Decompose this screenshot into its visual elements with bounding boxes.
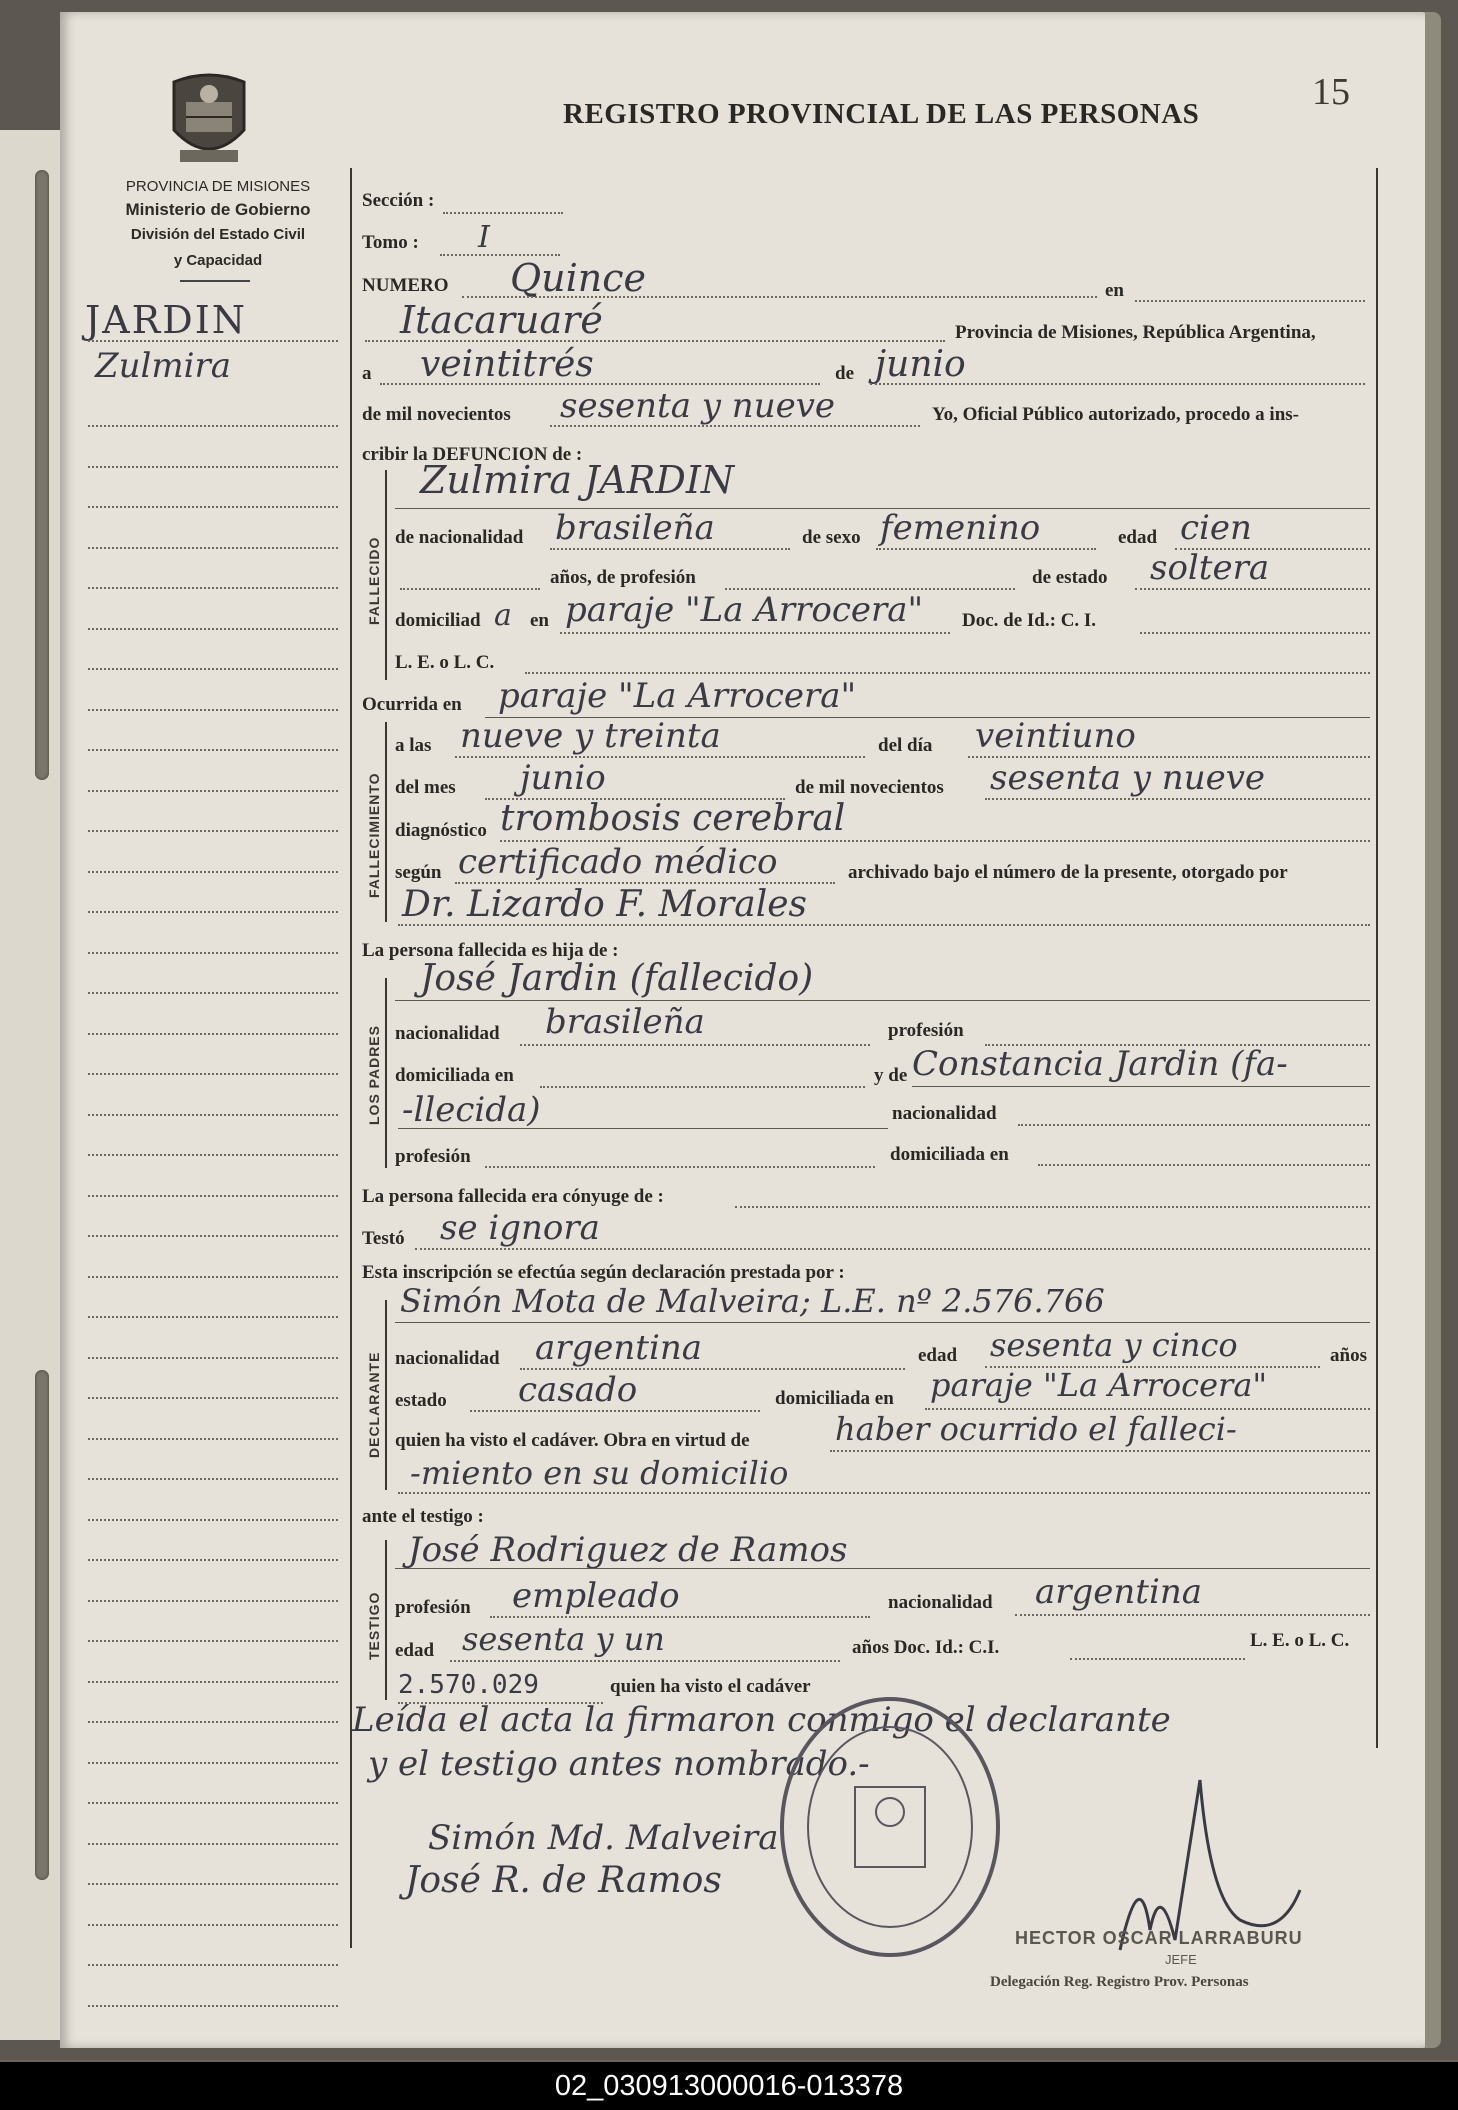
margin-ruled-line [88, 1559, 338, 1561]
father-nationality-line [520, 1044, 870, 1046]
doc-id-label: Doc. de Id.: C. I. [962, 610, 1097, 631]
father-line [395, 1000, 1370, 1001]
reason-line2-rule [398, 1492, 1370, 1494]
declarante-domicilio-label: domiciliada en [775, 1388, 894, 1409]
binding-stitch-top [35, 170, 49, 780]
margin-ruled-line [88, 790, 338, 792]
issuer-line4: y Capacidad [173, 252, 263, 269]
deceased-name: Zulmira JARDIN [420, 458, 735, 502]
cribir-label: cribir la DEFUNCION de : [362, 444, 583, 465]
declarant-line [395, 1322, 1370, 1323]
margin-ruled-line [88, 547, 338, 549]
declarante-estado-label: estado [395, 1390, 447, 1411]
numero-label: NUMERO [362, 275, 449, 296]
margin-rule [350, 168, 352, 1948]
page-edge [1425, 12, 1441, 2048]
margin-ruled-line [88, 1883, 338, 1885]
mother-name-cont: -llecida) [402, 1090, 541, 1130]
margin-ruled-line [88, 1802, 338, 1804]
sexo-label: de sexo [802, 527, 861, 548]
domiciliad-suffix: a [494, 598, 512, 633]
age-value: cien [1180, 508, 1252, 548]
residence-value: paraje "La Arrocera" [565, 590, 924, 630]
witness-age-value: sesenta y un [462, 1620, 665, 1658]
margin-given-name: Zulmira [95, 346, 232, 386]
register-title: REGISTRO PROVINCIAL DE LAS PERSONAS [563, 98, 1200, 130]
margin-ruled-line [88, 1964, 338, 1966]
margin-ruled-line [88, 668, 338, 670]
madre-profesion-label: profesión [395, 1146, 471, 1167]
doctor-value: Dr. Lizardo F. Morales [402, 884, 807, 925]
margin-ruled-line [88, 709, 338, 711]
margin-ruled-line [88, 1438, 338, 1440]
hour-line [455, 756, 865, 758]
de-mil-label: de mil novecientos [362, 404, 511, 425]
segun-label: según [395, 862, 442, 883]
death-day-value: veintiuno [975, 716, 1136, 756]
official-name: HECTOR OSCAR LARRABURU [1015, 1928, 1303, 1948]
witness-profession-line [490, 1616, 870, 1618]
madre-nacionalidad-label: nacionalidad [892, 1103, 997, 1124]
mother-cont-line [398, 1128, 888, 1129]
margin-ruled-line [88, 749, 338, 751]
margin-ruled-line [88, 1478, 338, 1480]
declarant-status-line [470, 1410, 760, 1412]
y-de-label: y de [874, 1065, 908, 1086]
father-name: José Jardin (fallecido) [420, 958, 814, 999]
fallecido-tab: FALLECIDO [366, 536, 382, 625]
issuer-line1: PROVINCIA DE MISIONES [125, 178, 311, 195]
declarant-name: Simón Mota de Malveira; L.E. nº 2.576.766 [400, 1282, 1105, 1320]
padres-tab: LOS PADRES [366, 1025, 382, 1125]
year-value: sesenta y nueve [560, 386, 836, 426]
declarante-rule [385, 1300, 387, 1490]
closing-line2: y el testigo antes nombrado.- [368, 1744, 870, 1784]
closing-line1: Leída el acta la firmaron conmigo el declarante [352, 1700, 1171, 1740]
yo-oficial-label: Yo, Oficial Público autorizado, procedo a ins- [932, 404, 1299, 425]
witness-signature: José R. de Ramos [405, 1860, 722, 1901]
spouse-line [735, 1206, 1370, 1208]
margin-ruled-line [88, 1195, 338, 1197]
fallecimiento-rule [385, 722, 387, 922]
declarant-age-value: sesenta y cinco [990, 1326, 1238, 1364]
declarante-tab: DECLARANTE [366, 1351, 382, 1458]
diagnostico-label: diagnóstico [395, 820, 487, 841]
fallecimiento-tab: FALLECIMIENTO [366, 772, 382, 898]
doc-id-line [1140, 632, 1370, 634]
margin-ruled-line [88, 1843, 338, 1845]
witness-name: José Rodriguez de Ramos [408, 1530, 848, 1570]
occurred-place-value: paraje "La Arrocera" [498, 676, 857, 716]
quien-visto-label: quien ha visto el cadáver. Obra en virtud de [395, 1430, 750, 1451]
death-month-value: junio [520, 758, 606, 798]
witness-doc-line [1070, 1658, 1245, 1660]
en-line [1135, 300, 1365, 302]
le-lc-label: L. E. o L. C. [395, 652, 495, 673]
madre-domicilio-label: domiciliada en [890, 1144, 1009, 1165]
nationality-value: brasileña [555, 508, 715, 548]
sex-line [876, 548, 1096, 550]
day-value: veintitrés [420, 344, 594, 385]
anos-doc-label: años Doc. Id.: C.I. [852, 1637, 1000, 1658]
de-label: de [835, 363, 854, 384]
nacionalidad-label: de nacionalidad [395, 527, 524, 548]
margin-ruled-line [88, 1397, 338, 1399]
archivado-label: archivado bajo el número de la presente, otorgado por [848, 862, 1288, 883]
witness-nationality-line [1015, 1614, 1370, 1616]
official-role: JEFE [1165, 1952, 1197, 1967]
numero-value: Quince [510, 256, 647, 300]
margin-ruled-line [88, 425, 338, 427]
margin-ruled-line [88, 1154, 338, 1156]
previous-page-edge [0, 130, 61, 2040]
mother-name: Constancia Jardin (fa- [912, 1044, 1288, 1084]
margin-ruled-line [88, 1762, 338, 1764]
seccion-label: Sección : [362, 190, 435, 211]
hour-value: nueve y treinta [460, 716, 721, 756]
margin-ruled-line [88, 1073, 338, 1075]
margin-ruled-line [88, 628, 338, 630]
declarant-domicile-value: paraje "La Arrocera" [930, 1366, 1268, 1404]
mother-domicile-line [1038, 1164, 1370, 1166]
padre-domicilio-label: domiciliada en [395, 1065, 514, 1086]
declarante-nacionalidad-label: nacionalidad [395, 1348, 500, 1369]
witness-line [395, 1568, 1370, 1569]
margin-ruled-line [88, 466, 338, 468]
fallecido-rule [385, 470, 387, 680]
seccion-line [443, 212, 563, 214]
will-line [415, 1248, 1370, 1250]
testo-label: Testó [362, 1228, 405, 1249]
del-dia-label: del día [878, 735, 933, 756]
province-emblem-icon [166, 72, 252, 168]
margin-ruled-line [88, 1033, 338, 1035]
testigo-rule [385, 1540, 387, 1700]
reason-line1-rule [830, 1450, 1370, 1452]
place-line [365, 340, 945, 342]
issuer-line3: División del Estado Civil [130, 226, 306, 243]
month-line [870, 383, 1365, 385]
margin-ruled-line [88, 1924, 338, 1926]
ante-testigo-label: ante el testigo : [362, 1506, 484, 1527]
death-year-value: sesenta y nueve [990, 758, 1266, 798]
archive-id-footer: 02_030913000016-013378 [0, 2062, 1458, 2110]
margin-ruled-line [88, 992, 338, 994]
issuer-divider [180, 280, 250, 282]
witness-profession-value: empleado [512, 1576, 680, 1616]
year-line [550, 425, 920, 427]
death-year-line [985, 798, 1370, 800]
quien-visto2-label: quien ha visto el cadáver [610, 1676, 811, 1697]
margin-ruled-line [88, 1721, 338, 1723]
declarante-edad-label: edad [918, 1345, 958, 1366]
provincia-label: Provincia de Misiones, República Argentina, [955, 322, 1316, 343]
declarante-anos-label: años [1330, 1345, 1367, 1366]
official-office: Delegación Reg. Registro Prov. Personas [990, 1974, 1249, 1990]
civil-status-line [1135, 588, 1370, 590]
margin-ruled-line [88, 1640, 338, 1642]
diagnosis-value: trombosis cerebral [500, 798, 846, 839]
margin-ruled-line [88, 1600, 338, 1602]
civil-status-value: soltera [1150, 548, 1270, 588]
del-mes-label: del mes [395, 777, 456, 798]
mother-nationality-line [1018, 1124, 1370, 1126]
margin-ruled-line [88, 1681, 338, 1683]
binding-stitch-bottom [35, 1370, 49, 1880]
issuer-line2: Ministerio de Gobierno [125, 200, 311, 219]
margin-ruled-line [88, 952, 338, 954]
margin-ruled-line [88, 871, 338, 873]
conyuge-label: La persona fallecida era cónyuge de : [362, 1186, 664, 1207]
declarant-status-value: casado [518, 1370, 638, 1410]
witness-age-line [450, 1660, 840, 1662]
testigo-tab: TESTIGO [366, 1591, 382, 1660]
testigo-profesion-label: profesión [395, 1597, 471, 1618]
place-value: Itacaruaré [400, 298, 603, 342]
will-value: se ignora [440, 1208, 600, 1248]
reason-line1: haber ocurrido el falleci- [835, 1410, 1237, 1448]
le-lc-line [525, 672, 1370, 674]
declarant-nationality-value: argentina [535, 1328, 703, 1368]
reason-line2: -miento en su domicilio [410, 1454, 789, 1492]
declarant-signature: Simón Md. Malveira [428, 1818, 779, 1858]
page-number: 15 [1312, 71, 1350, 113]
witness-nationality-value: argentina [1035, 1572, 1203, 1612]
inscripcion-label: Esta inscripción se efectúa según declaración prestada por : [362, 1262, 845, 1283]
margin-ruled-line [88, 911, 338, 913]
testigo-nacionalidad-label: nacionalidad [888, 1592, 993, 1613]
persona-hija-label: La persona fallecida es hija de : [362, 940, 619, 961]
margin-ruled-line [88, 1276, 338, 1278]
domicilio-en-label: en [530, 610, 549, 631]
residence-line [560, 632, 950, 634]
tomo-value: I [478, 220, 490, 255]
ocurrida-label: Ocurrida en [362, 694, 462, 715]
margin-ruled-line [88, 1357, 338, 1359]
estado-label: de estado [1032, 567, 1108, 588]
father-domicile-line [540, 1086, 865, 1088]
sex-value: femenino [880, 508, 1041, 548]
witness-doc-value: 2.570.029 [398, 1670, 539, 1700]
padre-profesion-label: profesión [888, 1020, 964, 1041]
testigo-edad-label: edad [395, 1640, 435, 1661]
month-value: junio [875, 344, 966, 385]
right-rule [1376, 168, 1378, 1748]
de-mil-novecientos-label: de mil novecientos [795, 777, 944, 798]
margin-ruled-line [88, 1235, 338, 1237]
margin-ruled-line [88, 830, 338, 832]
edad-label: edad [1118, 527, 1158, 548]
father-nationality-value: brasileña [545, 1002, 705, 1042]
margin-ruled-line [88, 506, 338, 508]
margin-line [88, 340, 338, 342]
testigo-le-lc-label: L. E. o L. C. [1250, 1630, 1350, 1651]
a-las-label: a las [395, 735, 432, 756]
nationality-line [550, 548, 790, 550]
day-line [380, 383, 820, 385]
margin-ruled-line [88, 1316, 338, 1318]
margin-ruled-line [88, 2005, 338, 2007]
margin-ruled-line [88, 587, 338, 589]
margin-surname: JARDIN [85, 298, 248, 342]
doctor-line [398, 924, 1370, 926]
en-label: en [1105, 280, 1124, 301]
mother-profession-line [485, 1166, 875, 1168]
padre-nacionalidad-label: nacionalidad [395, 1023, 500, 1044]
official-seal-icon [775, 1692, 1005, 1962]
a-label: a [362, 363, 372, 384]
margin-ruled-line [88, 1114, 338, 1116]
margin-ruled-line [88, 1519, 338, 1521]
domiciliad-label: domiciliad [395, 610, 481, 631]
certificate-value: certificado médico [458, 842, 778, 882]
tomo-label: Tomo : [362, 232, 419, 253]
age-years-line [400, 588, 540, 590]
mother-line [912, 1086, 1370, 1087]
anos-profesion-label: años, de profesión [550, 567, 696, 588]
padres-rule [385, 978, 387, 1168]
